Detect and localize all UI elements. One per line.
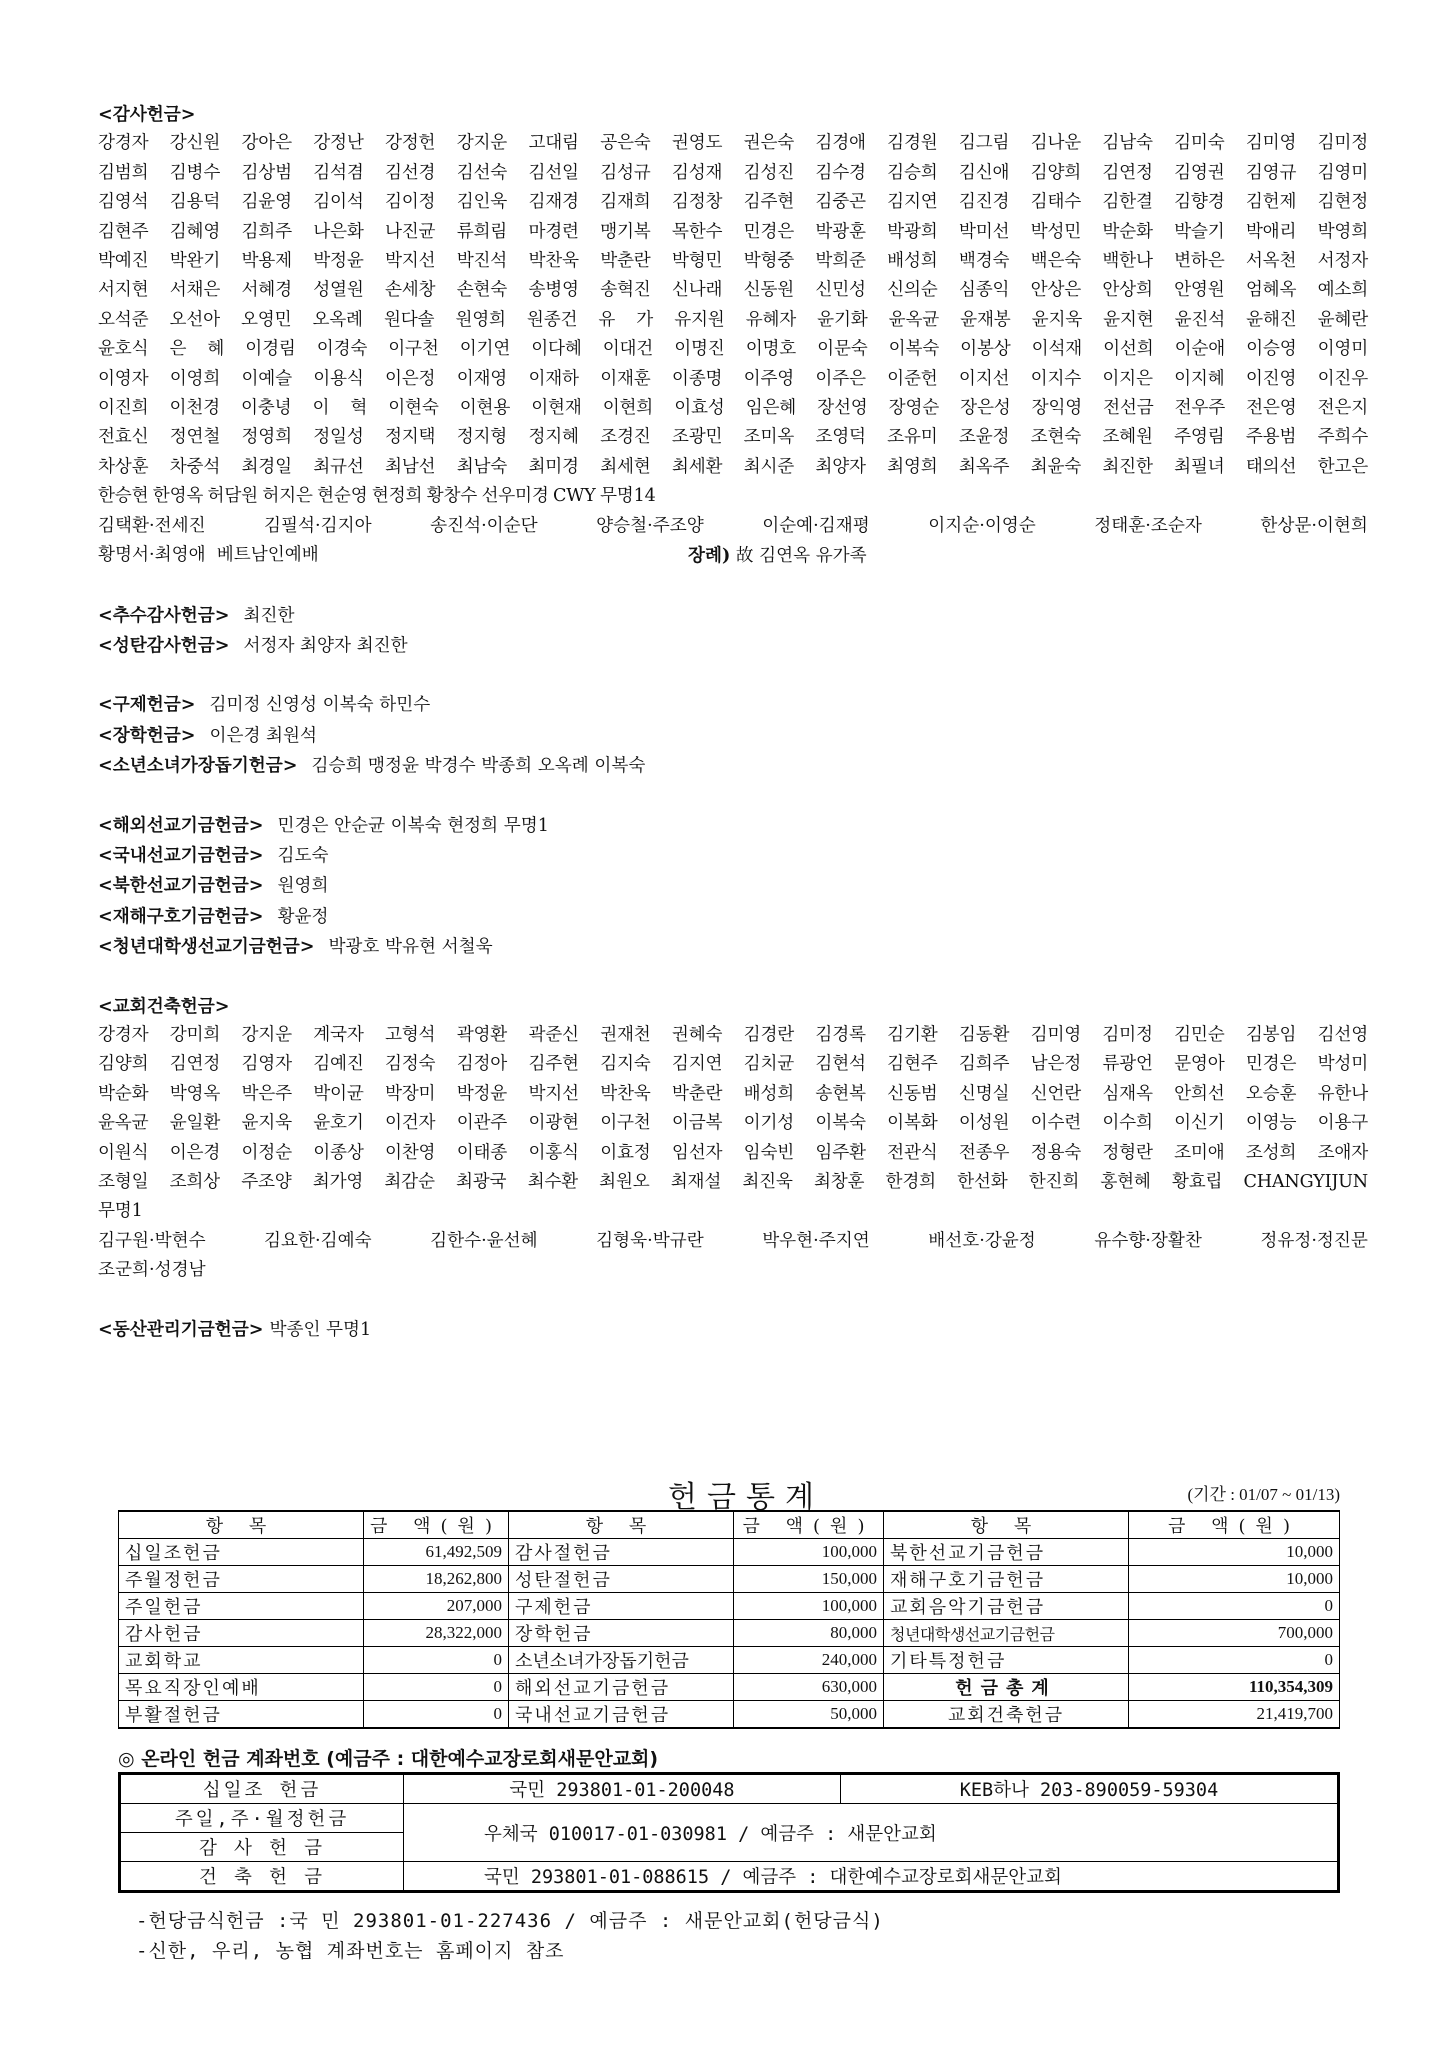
column-header: 금 액(원) <box>364 1511 509 1539</box>
table-row <box>119 1593 1340 1620</box>
offering-line <box>98 811 1368 841</box>
couple-line-last: 황명서·최영애 베트남인예배 <box>98 545 319 566</box>
item-label: 주일헌금 <box>119 1593 364 1620</box>
item-amount: 0 <box>364 1647 509 1674</box>
offering-names: 박광호 박유현 서철욱 <box>328 937 493 958</box>
item-amount: 50,000 <box>734 1701 884 1729</box>
couple: 김택환·전세진 <box>98 515 206 536</box>
table-row <box>119 1674 1340 1701</box>
table-row <box>119 1539 1340 1566</box>
offering-label: <소년소녀가장돕기헌금> <box>98 755 298 777</box>
name-line: 강경자 강신원 강아은 강정난 강정헌 강지운 고대림 공은숙 권영도 권은숙 김경애 김경원 김그림 김나운 김남숙 김미숙 김미영 김미정 <box>98 133 1368 154</box>
offering-label: <해외선교기금헌금> <box>98 814 264 836</box>
table-header-row <box>119 1511 1340 1539</box>
couple-line <box>98 1227 1368 1256</box>
offering-label: <장학헌금> <box>98 724 196 746</box>
offering-names: 민경은 안순균 이복숙 현정희 무명1 <box>277 815 549 836</box>
offering-line <box>98 601 1368 631</box>
name-line: 이진희 이천경 이충녕 이 혁 이현숙 이현용 이현재 이현희 이효성 임은혜 장선영 장영순 장은성 장익영 전선금 전우주 전은영 전은지 <box>98 398 1368 419</box>
item-amount: 10,000 <box>1129 1566 1340 1593</box>
item-amount: 0 <box>1129 1593 1340 1620</box>
item-label: 십일조헌금 <box>119 1539 364 1566</box>
table-row <box>119 1647 1340 1674</box>
offering-names: 이은경 최원석 <box>209 725 318 746</box>
funeral-line <box>98 541 1368 571</box>
account-number: KEB하나 203-890059-59304 <box>840 1774 1338 1804</box>
table-row <box>120 1862 1339 1892</box>
item-amount: 100,000 <box>734 1593 884 1620</box>
offering-names: 김승희 맹정윤 박경수 박종희 오옥례 이복숙 <box>311 756 646 777</box>
name-line: 무명1 <box>98 1201 143 1222</box>
couple: 김형욱·박규란 <box>596 1230 704 1251</box>
name-line: 이원식 이은경 이정순 이종상 이찬영 이태종 이홍식 이효정 임선자 임숙빈 임주환 전관식 전종우 정용숙 정형란 조미애 조성희 조애자 <box>98 1142 1368 1163</box>
item-amount: 240,000 <box>734 1647 884 1674</box>
offering-line <box>98 751 1368 781</box>
item-amount: 630,000 <box>734 1674 884 1701</box>
account-number: 우체국 010017-01-030981 / 예금주 : 새문안교회 <box>404 1804 1339 1862</box>
item-label: 기타특정헌금 <box>884 1647 1129 1674</box>
section-title: <교회건축헌금> <box>98 995 230 1017</box>
name-line: 윤호식 은 혜 이경림 이경숙 이구천 이기연 이다혜 이대건 이명진 이명호 이문숙 이복숙 이봉상 이석재 이선희 이순애 이승영 이영미 <box>98 339 1368 360</box>
couple: 김구원·박현수 <box>98 1230 206 1251</box>
misc-section <box>98 601 1368 662</box>
couple: 정태훈·조순자 <box>1094 515 1202 536</box>
offering-line <box>98 631 1368 661</box>
name-line: 김양희 김연정 김영자 김예진 김정숙 김정아 김주현 김지숙 김지연 김치균 김현석 김현주 김희주 남은정 류광언 문영아 민경은 박성미 <box>98 1054 1368 1075</box>
item-amount: 21,419,700 <box>1129 1701 1340 1729</box>
item-label: 교회음악기금헌금 <box>884 1593 1129 1620</box>
name-line: 서지현 서채은 서혜경 성열원 손세창 손현숙 송병영 송혁진 신나래 신동원 신민성 신의순 심종익 안상은 안상희 안영원 엄혜옥 예소희 <box>98 280 1368 301</box>
item-label: 북한선교기금헌금 <box>884 1539 1129 1566</box>
funeral-note <box>688 541 867 571</box>
offering-label: <구제헌금> <box>98 694 196 716</box>
couple: 송진석·이순단 <box>430 515 538 536</box>
column-header: 금 액(원) <box>734 1511 884 1539</box>
couple: 배선호·강윤정 <box>928 1230 1036 1251</box>
item-label: 재해구호기금헌금 <box>884 1566 1129 1593</box>
offering-names: 원영희 <box>277 876 329 897</box>
item-amount: 0 <box>1129 1647 1340 1674</box>
account-number: 국민 293801-01-088615 / 예금주 : 대한예수교장로회새문안교회 <box>404 1862 1339 1892</box>
offering-line <box>98 902 1368 932</box>
couple: 한상문·이현희 <box>1260 515 1368 536</box>
note-line: -신한, 우리, 농협 계좌번호는 홈페이지 참조 <box>136 1940 565 1962</box>
name-line: 강경자 강미희 강지운 계국자 고형석 곽영환 곽준신 권재천 권혜숙 김경란 김경록 김기환 김동환 김미영 김미정 김민순 김봉임 김선영 <box>98 1024 1368 1045</box>
couple: 이순예·김재평 <box>762 515 870 536</box>
item-label: 소년소녀가장돕기헌금 <box>509 1647 734 1674</box>
item-label: 감사절헌금 <box>509 1539 734 1566</box>
account-label: 십일조 헌금 <box>120 1774 404 1804</box>
column-header: 항 목 <box>884 1511 1129 1539</box>
offering-names: 서정자 최양자 최진한 <box>243 635 408 656</box>
couple: 박우현·주지연 <box>762 1230 870 1251</box>
offering-line <box>98 1315 1368 1345</box>
item-label: 장학헌금 <box>509 1620 734 1647</box>
online-accounts-title: ◎ 온라인 헌금 계좌번호 (예금주 : 대한예수교장로회새문안교회) <box>118 1748 659 1770</box>
name-line: 이영자 이영희 이예슬 이용식 이은정 이재영 이재하 이재훈 이종명 이주영 이주은 이준헌 이지선 이지수 이지은 이지혜 이진영 이진우 <box>98 368 1368 389</box>
column-header: 금 액(원) <box>1129 1511 1340 1539</box>
item-label: 목요직장인예배 <box>119 1674 364 1701</box>
column-header: 항 목 <box>119 1511 364 1539</box>
offering-label: <재해구호기금헌금> <box>98 905 264 927</box>
name-line: 박예진 박완기 박용제 박정윤 박지선 박진석 박찬욱 박춘란 박형민 박형중 박희준 배성희 백경숙 백은숙 백한나 변하은 서옥천 서정자 <box>98 251 1368 272</box>
offering-line <box>98 841 1368 871</box>
name-line: 윤옥균 윤일환 윤지욱 윤호기 이건자 이관주 이광현 이구천 이금복 이기성 이복숙 이복화 이성원 이수련 이수희 이신기 이영능 이용구 <box>98 1113 1368 1134</box>
table-row <box>119 1620 1340 1647</box>
item-amount: 10,000 <box>1129 1539 1340 1566</box>
item-label: 청년대학생선교기금헌금 <box>884 1620 1129 1647</box>
offering-line <box>98 871 1368 901</box>
item-amount: 18,262,800 <box>364 1566 509 1593</box>
name-line: 한승현 한영옥 허담원 허지은 현순영 현정희 황창수 선우미경 CWY 무명14 <box>98 486 656 507</box>
couple: 정유정·정진문 <box>1260 1230 1368 1251</box>
table-row <box>120 1804 1339 1833</box>
offering-line <box>98 690 1368 720</box>
couple: 김요한·김예숙 <box>264 1230 372 1251</box>
item-amount: 150,000 <box>734 1566 884 1593</box>
offering-label: <추수감사헌금> <box>98 604 230 626</box>
thanks-section <box>98 100 1368 572</box>
item-label: 주월정헌금 <box>119 1566 364 1593</box>
name-line: 조형일 조희상 주조양 최가영 최감순 최광국 최수환 최원오 최재설 최진욱 최창훈 한경희 한선화 한진희 홍현혜 황효립 CHANGYIJUN <box>98 1172 1368 1192</box>
stats-period: (기간 : 01/07 ~ 01/13) <box>1187 1485 1340 1504</box>
name-line: 김현주 김혜영 김희주 나은화 나진균 류희림 마경련 맹기복 목한수 민경은 박광훈 박광희 박미선 박성민 박순화 박슬기 박애리 박영희 <box>98 221 1368 242</box>
name-line: 전효신 정연철 정영희 정일성 정지택 정지형 정지혜 조경진 조광민 조미옥 조영덕 조유미 조윤정 조현숙 조혜원 주영림 주용범 주희수 <box>98 427 1368 448</box>
name-line: 오석준 오선아 오영민 오옥례 원다솔 원영희 원종건 유 가 유지원 유혜자 윤기화 윤옥균 윤재봉 윤지욱 윤지현 윤진석 윤해진 윤혜란 <box>98 309 1368 330</box>
offering-label: <북한선교기금헌금> <box>98 875 264 897</box>
couple: 유수향·장활찬 <box>1094 1230 1202 1251</box>
section-title: <감사헌금> <box>98 104 196 125</box>
offering-label: <국내선교기금헌금> <box>98 844 264 866</box>
name-line: 박순화 박영옥 박은주 박이균 박장미 박정윤 박지선 박찬욱 박춘란 배성희 송현복 신동범 신명실 신언란 심재옥 안희선 오승훈 유한나 <box>98 1083 1368 1104</box>
offering-label: <청년대학생선교기금헌금> <box>98 936 315 958</box>
couple: 김한수·윤선혜 <box>430 1230 538 1251</box>
stats-title: 헌금통계 <box>668 1480 824 1515</box>
relief-section <box>98 690 1368 781</box>
offering-label: <동산관리기금헌금> <box>98 1318 264 1340</box>
item-amount: 0 <box>364 1701 509 1729</box>
item-amount: 28,322,000 <box>364 1620 509 1647</box>
building-section <box>98 992 1368 1286</box>
stats-table <box>118 1510 1340 1729</box>
couple-line <box>98 512 1368 541</box>
offering-line <box>98 721 1368 751</box>
item-label: 국내선교기금헌금 <box>509 1701 734 1729</box>
item-amount: 80,000 <box>734 1620 884 1647</box>
item-label: 교회건축헌금 <box>884 1701 1129 1729</box>
item-amount: 700,000 <box>1129 1620 1340 1647</box>
offering-names: 김도숙 <box>277 845 329 866</box>
offering-names: 황윤정 <box>277 906 329 927</box>
item-label: 부활절헌금 <box>119 1701 364 1729</box>
offering-names: 최진한 <box>243 605 295 626</box>
mission-section <box>98 811 1368 963</box>
account-label: 건 축 헌 금 <box>120 1862 404 1892</box>
account-label: 주일,주·월정헌금 <box>120 1804 404 1833</box>
donor-list <box>98 100 1368 1345</box>
item-amount: 61,492,509 <box>364 1539 509 1566</box>
item-amount: 207,000 <box>364 1593 509 1620</box>
table-row <box>119 1701 1340 1729</box>
funeral-label: 장례) <box>688 545 731 567</box>
name-line: 김영석 김용덕 김윤영 김이석 김이정 김인욱 김재경 김재희 김정창 김주현 김중곤 김지연 김진경 김태수 김한결 김향경 김헌제 김현정 <box>98 192 1368 213</box>
column-header: 항 목 <box>509 1511 734 1539</box>
item-label: 성탄절헌금 <box>509 1566 734 1593</box>
account-label: 감 사 헌 금 <box>120 1833 404 1862</box>
table-row <box>120 1774 1339 1804</box>
name-line: 차상훈 차중석 최경일 최규선 최남선 최남숙 최미경 최세현 최세환 최시준 최양자 최영희 최옥주 최윤숙 최진한 최필녀 태의선 한고은 <box>98 456 1368 477</box>
name-line: 김범희 김병수 김상범 김석겸 김선경 김선숙 김선일 김성규 김성재 김성진 김수경 김승희 김신애 김양희 김연정 김영권 김영규 김영미 <box>98 162 1368 183</box>
total-amount: 110,354,309 <box>1129 1674 1340 1701</box>
account-number: 국민 293801-01-200048 <box>404 1774 841 1804</box>
item-amount: 0 <box>364 1674 509 1701</box>
table-row <box>119 1566 1340 1593</box>
total-label: 헌금총계 <box>884 1674 1129 1701</box>
item-label: 구제헌금 <box>509 1593 734 1620</box>
offering-line <box>98 932 1368 962</box>
note-line: -헌당금식헌금 :국 민 293801-01-227436 / 예금주 : 새문안교회(헌당금식) <box>136 1910 884 1932</box>
couple: 김필석·김지아 <box>264 515 372 536</box>
item-label: 해외선교기금헌금 <box>509 1674 734 1701</box>
couple: 양승철·주조양 <box>596 515 704 536</box>
item-label: 교회학교 <box>119 1647 364 1674</box>
item-label: 감사헌금 <box>119 1620 364 1647</box>
online-accounts-table <box>118 1772 1340 1893</box>
offering-label: <성탄감사헌금> <box>98 634 230 656</box>
offering-names: 김미정 신영성 이복숙 하민수 <box>209 695 431 716</box>
couple: 이지순·이영순 <box>928 515 1036 536</box>
property-section <box>98 1315 1368 1345</box>
couple-line-last: 조군희·성경남 <box>98 1260 206 1281</box>
offering-names: 박종인 무명1 <box>269 1319 372 1340</box>
funeral-text: 故 김연옥 유가족 <box>735 546 867 567</box>
item-amount: 100,000 <box>734 1539 884 1566</box>
